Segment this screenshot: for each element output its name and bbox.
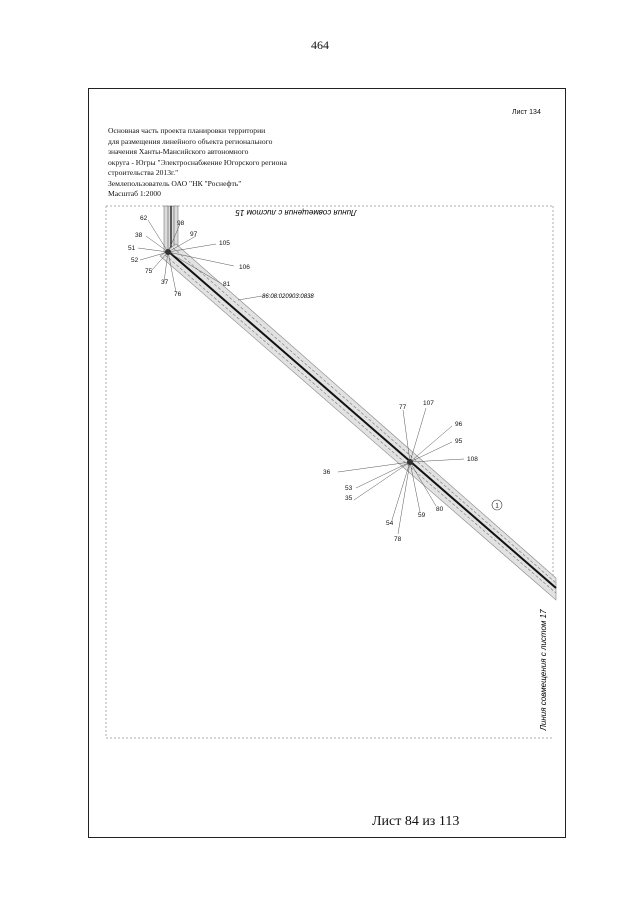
point-label: 77: [399, 404, 407, 411]
point-label: 106: [239, 264, 250, 271]
point-label: 59: [418, 512, 426, 519]
point-label: 62: [140, 215, 148, 222]
corridor-diagonal: [160, 244, 556, 600]
point-label: 108: [467, 456, 478, 463]
title-line: Основная часть проекта планировки территории: [108, 126, 266, 135]
title-line: Землепользователь ОАО "НК "Роснефть": [108, 178, 242, 188]
point-label: 75: [145, 268, 153, 275]
title-line: для размещения линейного объекта регионального: [108, 136, 273, 146]
point-label: 95: [455, 438, 463, 445]
point-label: 98: [177, 220, 185, 227]
point-label: 37: [161, 279, 169, 286]
parcel-leader: [238, 296, 262, 300]
title-line: строительства 2013г.": [108, 168, 179, 177]
title-line: округа - Югры "Электроснабжение Югорского региона: [108, 157, 287, 167]
point-label: 97: [190, 231, 198, 238]
point-label: 53: [345, 485, 353, 492]
point-b: [407, 459, 413, 465]
title-line: Масштаб 1:2000: [108, 189, 161, 198]
point-label: 105: [219, 240, 230, 247]
point-label: 38: [135, 232, 143, 239]
point-label: 36: [323, 469, 331, 476]
point-label: 81: [223, 281, 231, 288]
marker-label: 1: [495, 503, 499, 510]
point-label: 52: [131, 257, 139, 264]
sheet-footer: Лист 84 из 113: [372, 814, 460, 829]
point-label: 96: [455, 421, 463, 428]
point-label: 78: [394, 536, 402, 543]
point-label: 54: [386, 520, 394, 527]
sheet-label: Лист 134: [512, 109, 541, 116]
point-label: 51: [128, 245, 136, 252]
parcel-number: 86:08:020903:0838: [262, 294, 314, 300]
match-line-right: Линия совмещения с листом 17: [539, 609, 548, 731]
point-label: 35: [345, 495, 353, 502]
point-label: 80: [436, 506, 444, 513]
page-number: 464: [311, 38, 329, 52]
point-label: 107: [423, 400, 434, 407]
title-line: значения Ханты-Мансийского автономного: [108, 147, 249, 156]
point-a: [165, 249, 171, 255]
leaders-point-a: [138, 220, 234, 292]
point-label: 76: [174, 291, 182, 298]
match-line-top: Линия совмещения с листом 15: [235, 208, 357, 217]
